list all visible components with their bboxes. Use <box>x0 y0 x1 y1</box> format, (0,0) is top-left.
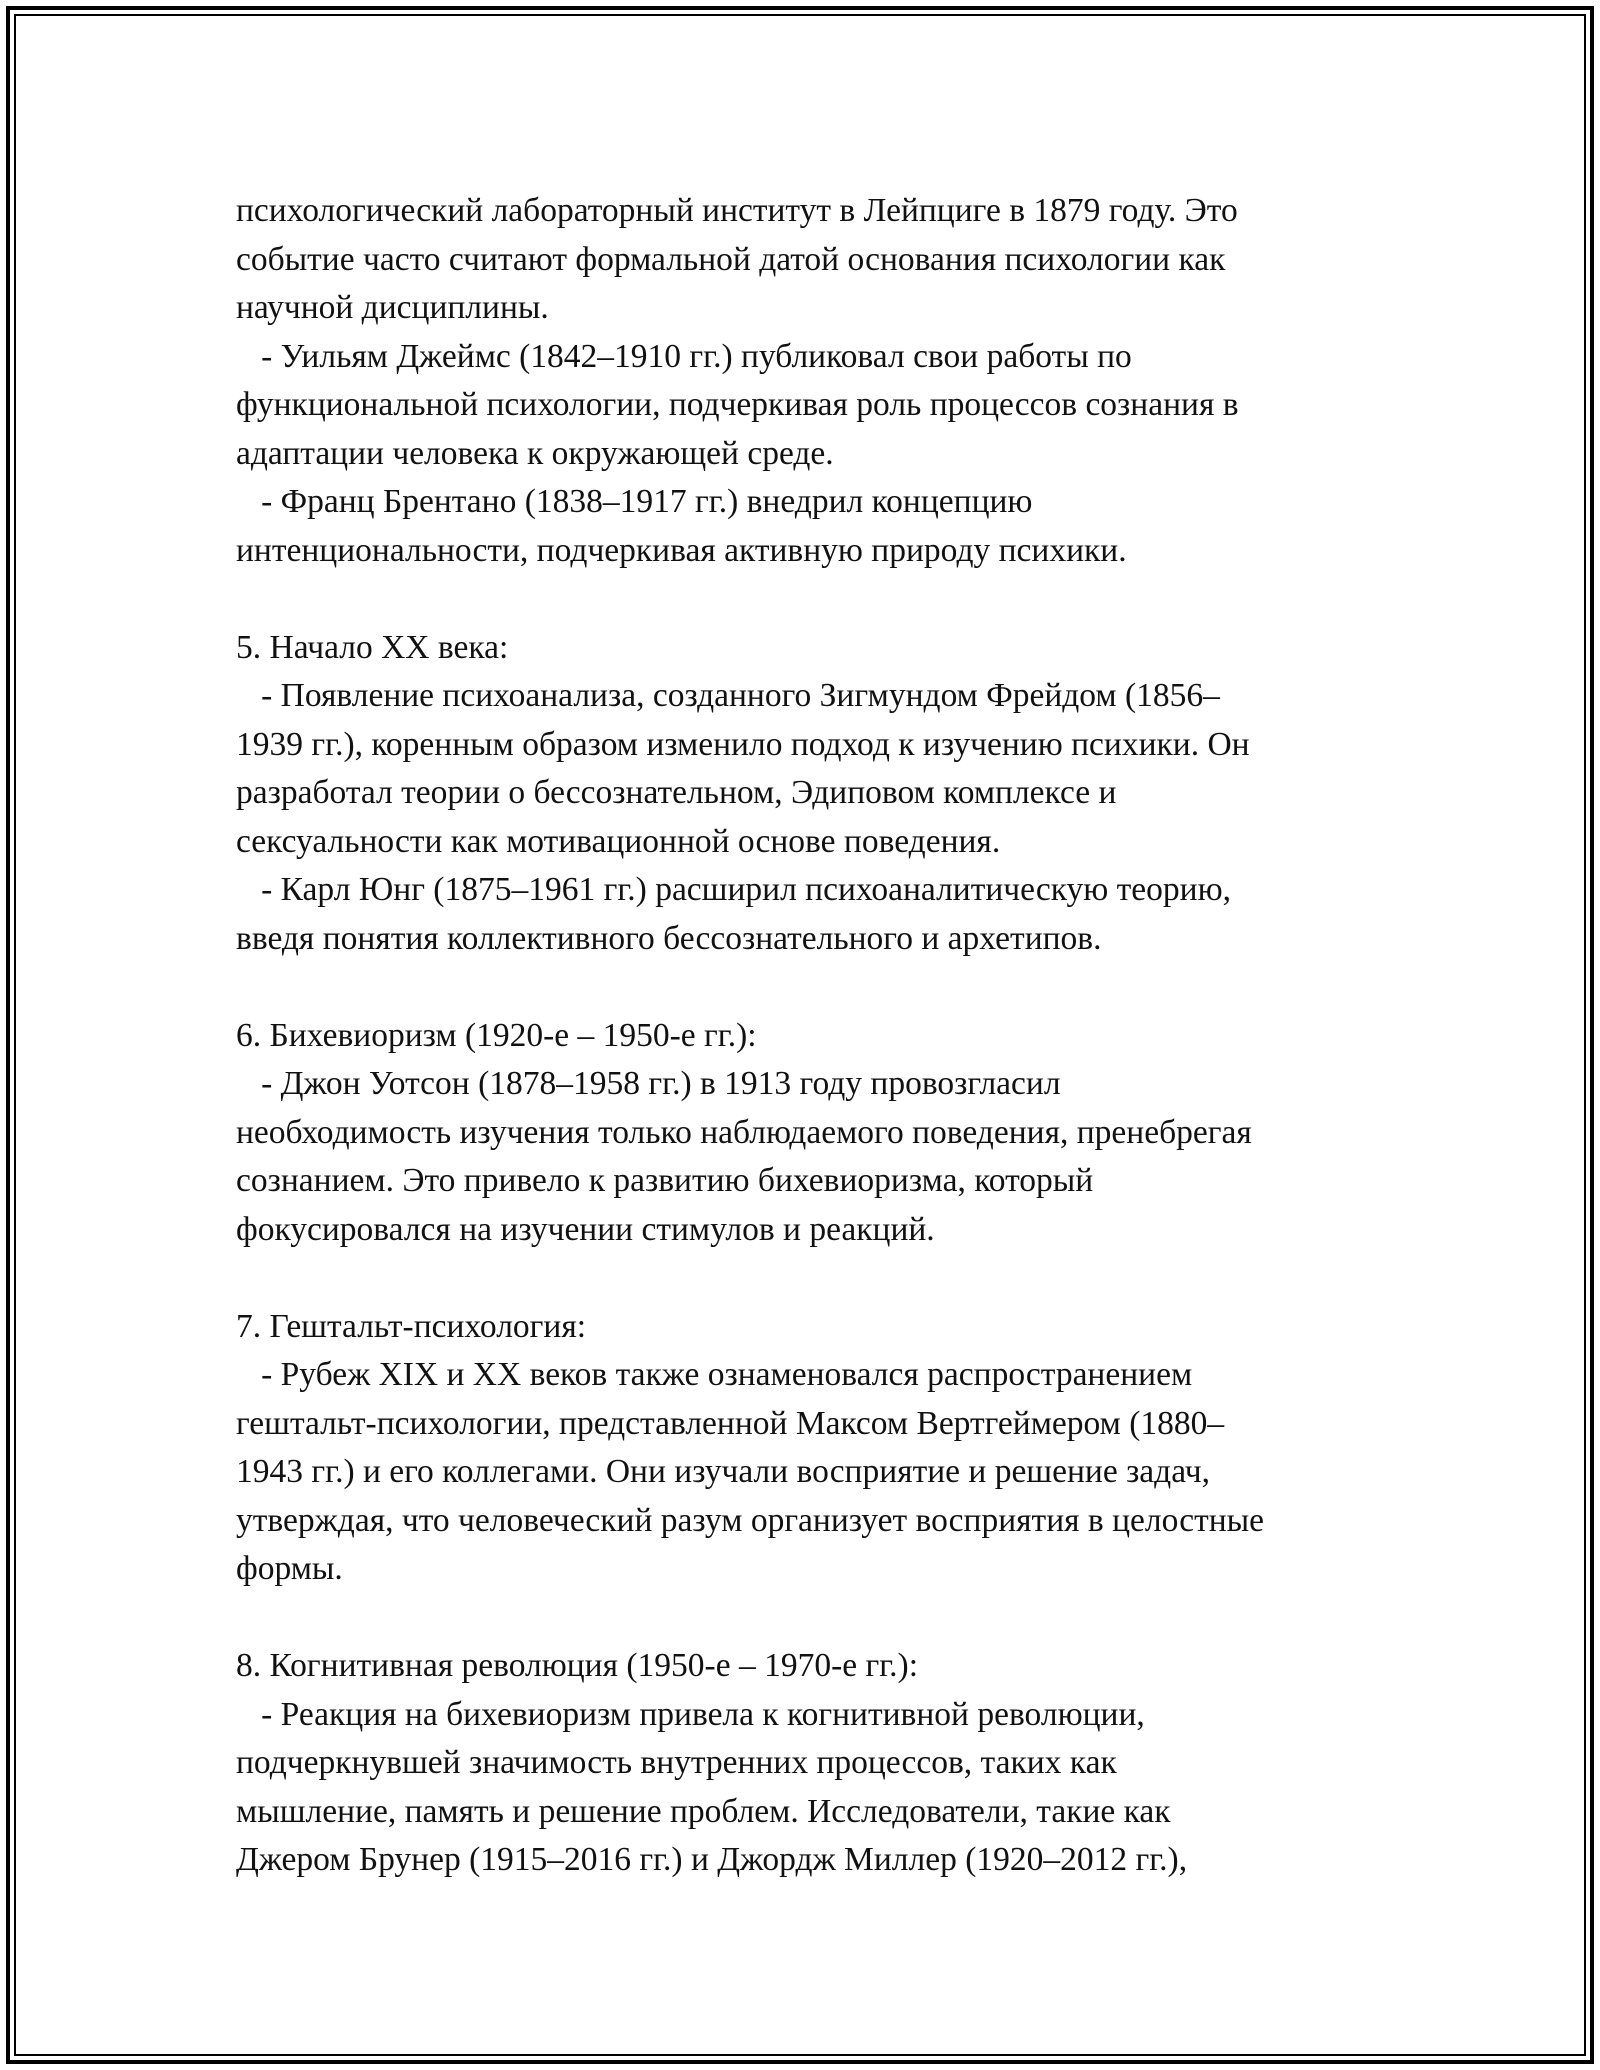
paragraph <box>236 1060 1386 1254</box>
text-line: - Карл Юнг (1875–1961 гг.) расширил психоаналитическую теорию, <box>236 871 1232 908</box>
section-heading-text: 5. Начало XX века: <box>236 628 509 666</box>
paragraph <box>236 187 1386 333</box>
text-line: интенциональности, подчеркивая активную природу психики. <box>236 531 1127 569</box>
blank-line <box>236 575 1386 624</box>
document-body <box>236 187 1386 1885</box>
text-line: сознанием. Это привело к развитию бихевиоризма, который <box>236 1162 1094 1199</box>
section-heading-text: 6. Бихевиоризм (1920-е – 1950-е гг.): <box>236 1016 757 1054</box>
section-heading-text: 8. Когнитивная революция (1950-е – 1970-е гг.): <box>236 1647 919 1684</box>
text-line: - Рубеж XIX и XX веков также ознаменовался распространением <box>236 1356 1193 1393</box>
section-heading <box>236 1012 1386 1061</box>
paragraph <box>236 866 1386 963</box>
text-line: - Появление психоанализа, созданного Зигмундом Фрейдом (1856– <box>236 677 1220 714</box>
text-line: разработал теории о бессознательном, Эдиповом комплексе и <box>236 774 1117 811</box>
text-line: адаптации человека к окружающей среде. <box>236 434 834 472</box>
text-line: научной дисциплины. <box>236 289 549 326</box>
text-line: фокусировался на изучении стимулов и реакций. <box>236 1210 935 1248</box>
paragraph <box>236 1691 1386 1885</box>
blank-line <box>236 1254 1386 1303</box>
text-line: введя понятия коллективного бессознательного и архетипов. <box>236 919 1102 957</box>
text-line: - Франц Брентано (1838–1917 гг.) внедрил концепцию <box>236 483 1033 520</box>
section-heading <box>236 1303 1386 1352</box>
text-line: утверждая, что человеческий разум организует восприятия в целостные <box>236 1501 1265 1539</box>
text-line: - Уильям Джеймс (1842–1910 гг.) публиковал свои работы по <box>236 337 1132 375</box>
paragraph <box>236 478 1386 575</box>
text-line: психологический лабораторный институт в Лейпциге в 1879 году. Это <box>236 192 1238 229</box>
section-heading <box>236 624 1386 673</box>
text-line: событие часто считают формальной датой основания психологии как <box>236 240 1226 278</box>
text-line: - Реакция на бихевиоризм привела к когнитивной революции, <box>236 1695 1145 1733</box>
text-line: функциональной психологии, подчеркивая роль процессов сознания в <box>236 386 1239 423</box>
blank-line <box>236 963 1386 1012</box>
text-line: гештальт-психологии, представленной Максом Вертгеймером (1880– <box>236 1404 1225 1442</box>
text-line: сексуальности как мотивационной основе поведения. <box>236 822 1001 860</box>
text-line: мышление, память и решение проблем. Исследователи, такие как <box>236 1792 1171 1830</box>
paragraph <box>236 672 1386 866</box>
text-line: необходимость изучения только наблюдаемого поведения, пренебрегая <box>236 1113 1252 1151</box>
paragraph <box>236 1351 1386 1594</box>
text-line: - Джон Уотсон (1878–1958 гг.) в 1913 году провозгласил <box>236 1065 1061 1102</box>
text-line: подчеркнувшей значимость внутренних процессов, таких как <box>236 1744 1117 1781</box>
text-line: 1943 гг.) и его коллегами. Они изучали восприятие и решение задач, <box>236 1453 1210 1490</box>
paragraph <box>236 333 1386 479</box>
section-heading-text: 7. Гештальт-психология: <box>236 1307 587 1345</box>
text-line: формы. <box>236 1550 343 1587</box>
text-line: Джером Брунер (1915–2016 гг.) и Джордж Миллер (1920–2012 гг.), <box>236 1841 1188 1878</box>
text-line: 1939 гг.), коренным образом изменило подход к изучению психики. Он <box>236 725 1250 763</box>
section-heading <box>236 1642 1386 1691</box>
blank-line <box>236 1594 1386 1643</box>
